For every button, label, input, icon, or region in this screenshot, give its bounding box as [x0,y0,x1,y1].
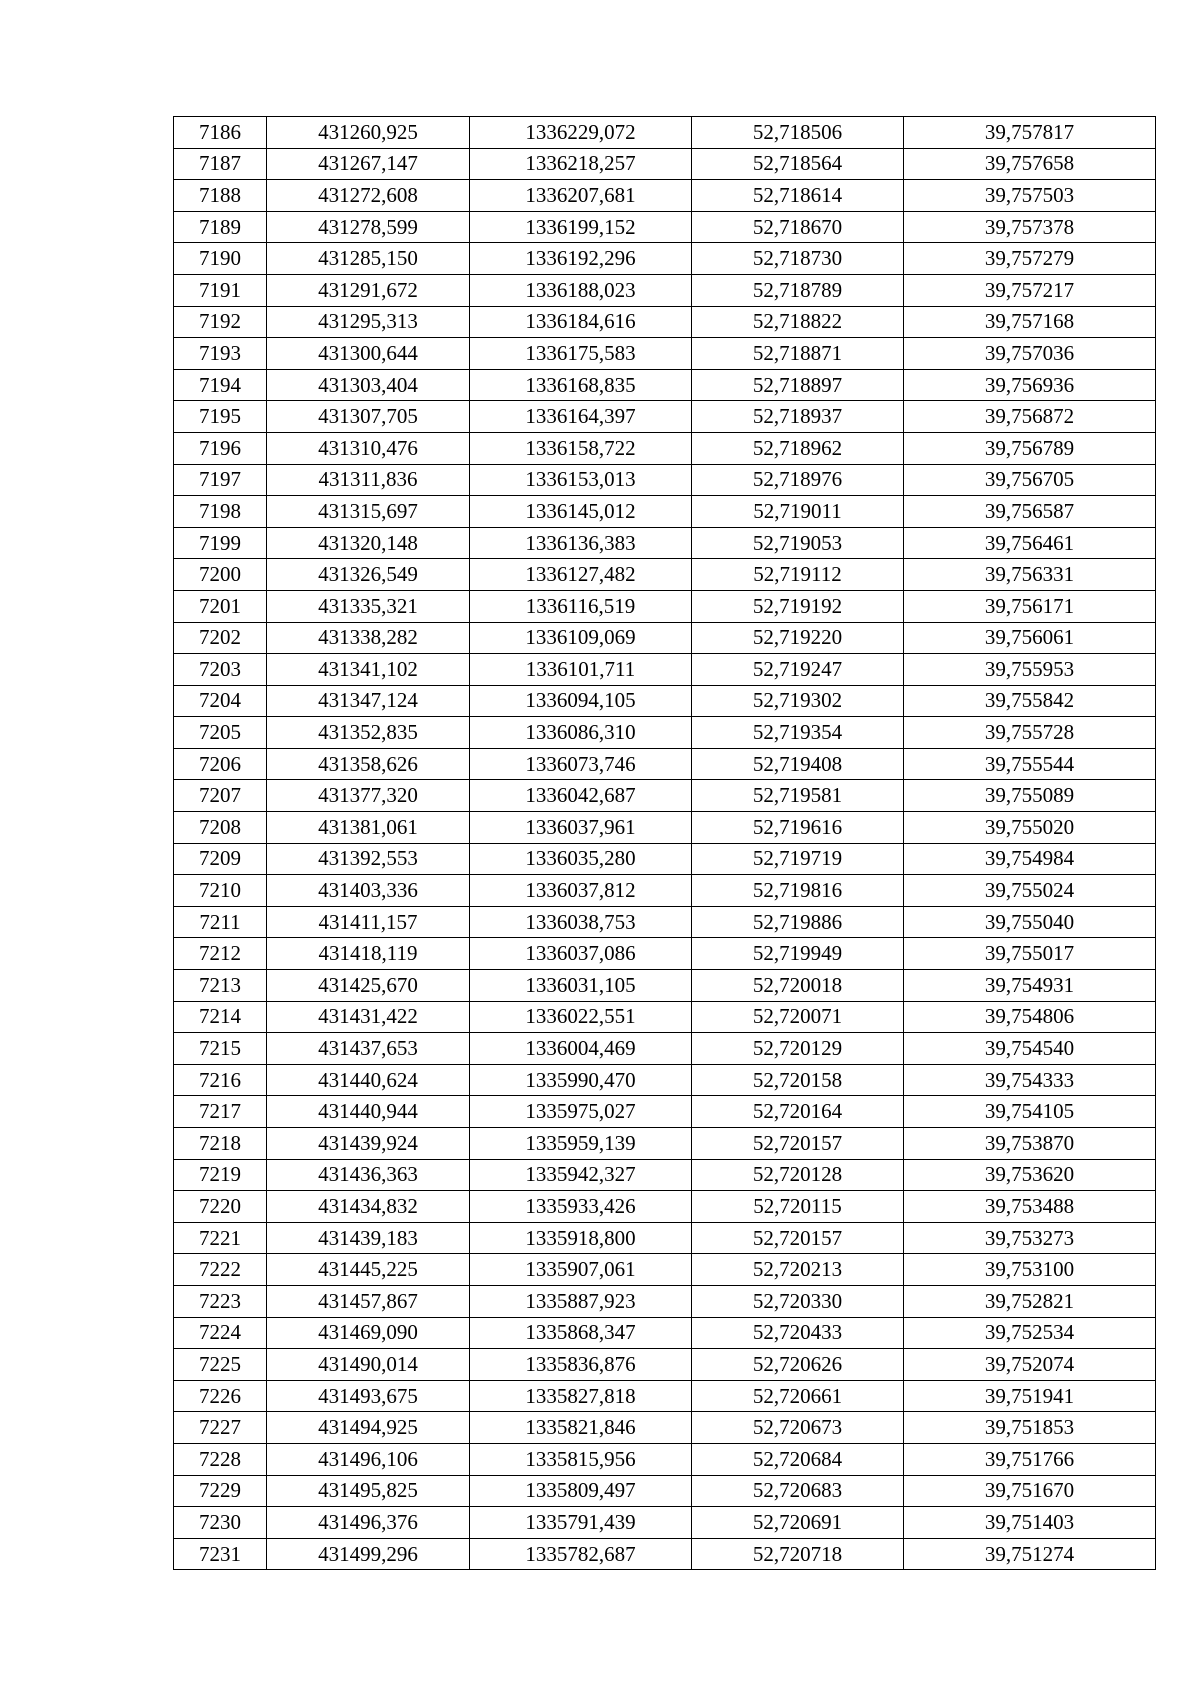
x-coordinate-cell: 431425,670 [267,970,470,1002]
longitude-cell: 39,755020 [904,812,1156,844]
latitude-cell: 52,720164 [692,1096,904,1128]
x-coordinate-cell: 431347,124 [267,685,470,717]
table-row [174,590,1156,622]
longitude-cell: 39,752534 [904,1317,1156,1349]
y-coordinate-cell: 1335975,027 [470,1096,692,1128]
coordinates-table-body [174,117,1156,1570]
table-row [174,401,1156,433]
table-row [174,748,1156,780]
y-coordinate-cell: 1336037,086 [470,938,692,970]
latitude-cell: 52,718506 [692,117,904,149]
x-coordinate-cell: 431341,102 [267,654,470,686]
x-coordinate-cell: 431431,422 [267,1001,470,1033]
longitude-cell: 39,757817 [904,117,1156,149]
latitude-cell: 52,720433 [692,1317,904,1349]
longitude-cell: 39,754931 [904,970,1156,1002]
table-row [174,243,1156,275]
y-coordinate-cell: 1335959,139 [470,1128,692,1160]
table-row [174,1191,1156,1223]
latitude-cell: 52,719247 [692,654,904,686]
point-number-cell: 7218 [174,1128,267,1160]
longitude-cell: 39,755842 [904,685,1156,717]
x-coordinate-cell: 431439,183 [267,1222,470,1254]
longitude-cell: 39,752074 [904,1349,1156,1381]
latitude-cell: 52,718614 [692,180,904,212]
longitude-cell: 39,755017 [904,938,1156,970]
longitude-cell: 39,755953 [904,654,1156,686]
y-coordinate-cell: 1336199,152 [470,211,692,243]
point-number-cell: 7210 [174,875,267,907]
point-number-cell: 7187 [174,148,267,180]
y-coordinate-cell: 1336158,722 [470,432,692,464]
table-row [174,906,1156,938]
latitude-cell: 52,720683 [692,1475,904,1507]
longitude-cell: 39,756936 [904,369,1156,401]
longitude-cell: 39,751766 [904,1443,1156,1475]
point-number-cell: 7219 [174,1159,267,1191]
longitude-cell: 39,757279 [904,243,1156,275]
table-row [174,527,1156,559]
y-coordinate-cell: 1336207,681 [470,180,692,212]
longitude-cell: 39,755024 [904,875,1156,907]
longitude-cell: 39,753273 [904,1222,1156,1254]
longitude-cell: 39,754806 [904,1001,1156,1033]
y-coordinate-cell: 1336145,012 [470,496,692,528]
table-row [174,369,1156,401]
y-coordinate-cell: 1335907,061 [470,1254,692,1286]
table-row [174,938,1156,970]
y-coordinate-cell: 1336188,023 [470,274,692,306]
table-row [174,1475,1156,1507]
point-number-cell: 7193 [174,338,267,370]
point-number-cell: 7221 [174,1222,267,1254]
table-row [174,464,1156,496]
y-coordinate-cell: 1336127,482 [470,559,692,591]
latitude-cell: 52,719302 [692,685,904,717]
table-row [174,780,1156,812]
y-coordinate-cell: 1336031,105 [470,970,692,1002]
y-coordinate-cell: 1335918,800 [470,1222,692,1254]
latitude-cell: 52,720018 [692,970,904,1002]
latitude-cell: 52,718962 [692,432,904,464]
point-number-cell: 7198 [174,496,267,528]
y-coordinate-cell: 1336168,835 [470,369,692,401]
point-number-cell: 7227 [174,1412,267,1444]
longitude-cell: 39,755544 [904,748,1156,780]
point-number-cell: 7208 [174,812,267,844]
point-number-cell: 7225 [174,1349,267,1381]
latitude-cell: 52,720673 [692,1412,904,1444]
x-coordinate-cell: 431377,320 [267,780,470,812]
longitude-cell: 39,756061 [904,622,1156,654]
latitude-cell: 52,719192 [692,590,904,622]
latitude-cell: 52,719011 [692,496,904,528]
y-coordinate-cell: 1335990,470 [470,1064,692,1096]
table-row [174,843,1156,875]
table-row [174,1380,1156,1412]
longitude-cell: 39,751403 [904,1507,1156,1539]
point-number-cell: 7196 [174,432,267,464]
x-coordinate-cell: 431320,148 [267,527,470,559]
table-row [174,1222,1156,1254]
x-coordinate-cell: 431381,061 [267,812,470,844]
y-coordinate-cell: 1335836,876 [470,1349,692,1381]
latitude-cell: 52,720718 [692,1538,904,1570]
longitude-cell: 39,756587 [904,496,1156,528]
latitude-cell: 52,718976 [692,464,904,496]
point-number-cell: 7223 [174,1285,267,1317]
longitude-cell: 39,753488 [904,1191,1156,1223]
y-coordinate-cell: 1335827,818 [470,1380,692,1412]
x-coordinate-cell: 431411,157 [267,906,470,938]
latitude-cell: 52,719220 [692,622,904,654]
latitude-cell: 52,719616 [692,812,904,844]
latitude-cell: 52,720684 [692,1443,904,1475]
latitude-cell: 52,718564 [692,148,904,180]
table-row [174,1443,1156,1475]
x-coordinate-cell: 431311,836 [267,464,470,496]
x-coordinate-cell: 431295,313 [267,306,470,338]
point-number-cell: 7194 [174,369,267,401]
table-row [174,622,1156,654]
longitude-cell: 39,753620 [904,1159,1156,1191]
y-coordinate-cell: 1336042,687 [470,780,692,812]
point-number-cell: 7226 [174,1380,267,1412]
y-coordinate-cell: 1336004,469 [470,1033,692,1065]
table-row [174,559,1156,591]
table-row [174,1507,1156,1539]
x-coordinate-cell: 431300,644 [267,338,470,370]
longitude-cell: 39,753100 [904,1254,1156,1286]
x-coordinate-cell: 431440,624 [267,1064,470,1096]
x-coordinate-cell: 431310,476 [267,432,470,464]
y-coordinate-cell: 1336136,383 [470,527,692,559]
latitude-cell: 52,720691 [692,1507,904,1539]
y-coordinate-cell: 1336086,310 [470,717,692,749]
x-coordinate-cell: 431493,675 [267,1380,470,1412]
longitude-cell: 39,756461 [904,527,1156,559]
x-coordinate-cell: 431260,925 [267,117,470,149]
longitude-cell: 39,757503 [904,180,1156,212]
point-number-cell: 7191 [174,274,267,306]
table-row [174,970,1156,1002]
y-coordinate-cell: 1336073,746 [470,748,692,780]
x-coordinate-cell: 431307,705 [267,401,470,433]
point-number-cell: 7222 [174,1254,267,1286]
table-row [174,1096,1156,1128]
longitude-cell: 39,755728 [904,717,1156,749]
point-number-cell: 7188 [174,180,267,212]
point-number-cell: 7202 [174,622,267,654]
point-number-cell: 7216 [174,1064,267,1096]
latitude-cell: 52,720157 [692,1222,904,1254]
table-row [174,1064,1156,1096]
longitude-cell: 39,757036 [904,338,1156,370]
x-coordinate-cell: 431291,672 [267,274,470,306]
x-coordinate-cell: 431338,282 [267,622,470,654]
x-coordinate-cell: 431440,944 [267,1096,470,1128]
table-row [174,432,1156,464]
latitude-cell: 52,718789 [692,274,904,306]
point-number-cell: 7201 [174,590,267,622]
y-coordinate-cell: 1336035,280 [470,843,692,875]
x-coordinate-cell: 431303,404 [267,369,470,401]
point-number-cell: 7215 [174,1033,267,1065]
latitude-cell: 52,718937 [692,401,904,433]
latitude-cell: 52,720115 [692,1191,904,1223]
longitude-cell: 39,757378 [904,211,1156,243]
x-coordinate-cell: 431494,925 [267,1412,470,1444]
point-number-cell: 7197 [174,464,267,496]
x-coordinate-cell: 431496,106 [267,1443,470,1475]
longitude-cell: 39,755089 [904,780,1156,812]
table-row [174,875,1156,907]
latitude-cell: 52,719816 [692,875,904,907]
table-row [174,1538,1156,1570]
point-number-cell: 7231 [174,1538,267,1570]
point-number-cell: 7224 [174,1317,267,1349]
longitude-cell: 39,751853 [904,1412,1156,1444]
y-coordinate-cell: 1336116,519 [470,590,692,622]
latitude-cell: 52,719053 [692,527,904,559]
point-number-cell: 7186 [174,117,267,149]
point-number-cell: 7207 [174,780,267,812]
point-number-cell: 7217 [174,1096,267,1128]
x-coordinate-cell: 431457,867 [267,1285,470,1317]
table-row [174,1159,1156,1191]
point-number-cell: 7190 [174,243,267,275]
x-coordinate-cell: 431469,090 [267,1317,470,1349]
longitude-cell: 39,752821 [904,1285,1156,1317]
point-number-cell: 7195 [174,401,267,433]
table-row [174,812,1156,844]
longitude-cell: 39,755040 [904,906,1156,938]
longitude-cell: 39,757217 [904,274,1156,306]
latitude-cell: 52,720330 [692,1285,904,1317]
table-row [174,1412,1156,1444]
point-number-cell: 7212 [174,938,267,970]
latitude-cell: 52,719354 [692,717,904,749]
longitude-cell: 39,754540 [904,1033,1156,1065]
longitude-cell: 39,756705 [904,464,1156,496]
y-coordinate-cell: 1336164,397 [470,401,692,433]
x-coordinate-cell: 431352,835 [267,717,470,749]
table-row [174,1033,1156,1065]
y-coordinate-cell: 1336094,105 [470,685,692,717]
longitude-cell: 39,751274 [904,1538,1156,1570]
y-coordinate-cell: 1336109,069 [470,622,692,654]
point-number-cell: 7200 [174,559,267,591]
table-row [174,1317,1156,1349]
x-coordinate-cell: 431358,626 [267,748,470,780]
y-coordinate-cell: 1336175,583 [470,338,692,370]
latitude-cell: 52,718730 [692,243,904,275]
table-row [174,1128,1156,1160]
longitude-cell: 39,754984 [904,843,1156,875]
x-coordinate-cell: 431445,225 [267,1254,470,1286]
x-coordinate-cell: 431278,599 [267,211,470,243]
point-number-cell: 7192 [174,306,267,338]
latitude-cell: 52,718670 [692,211,904,243]
y-coordinate-cell: 1336101,711 [470,654,692,686]
point-number-cell: 7214 [174,1001,267,1033]
table-row [174,717,1156,749]
y-coordinate-cell: 1336229,072 [470,117,692,149]
point-number-cell: 7229 [174,1475,267,1507]
y-coordinate-cell: 1335887,923 [470,1285,692,1317]
latitude-cell: 52,718871 [692,338,904,370]
x-coordinate-cell: 431437,653 [267,1033,470,1065]
latitude-cell: 52,720128 [692,1159,904,1191]
point-number-cell: 7203 [174,654,267,686]
x-coordinate-cell: 431418,119 [267,938,470,970]
y-coordinate-cell: 1335782,687 [470,1538,692,1570]
point-number-cell: 7213 [174,970,267,1002]
y-coordinate-cell: 1335933,426 [470,1191,692,1223]
x-coordinate-cell: 431285,150 [267,243,470,275]
point-number-cell: 7211 [174,906,267,938]
table-row [174,685,1156,717]
y-coordinate-cell: 1335821,846 [470,1412,692,1444]
latitude-cell: 52,720157 [692,1128,904,1160]
coordinates-table [173,116,1156,1570]
x-coordinate-cell: 431392,553 [267,843,470,875]
latitude-cell: 52,719112 [692,559,904,591]
point-number-cell: 7220 [174,1191,267,1223]
y-coordinate-cell: 1336184,616 [470,306,692,338]
latitude-cell: 52,720129 [692,1033,904,1065]
y-coordinate-cell: 1336037,961 [470,812,692,844]
table-row [174,496,1156,528]
point-number-cell: 7204 [174,685,267,717]
x-coordinate-cell: 431499,296 [267,1538,470,1570]
longitude-cell: 39,757658 [904,148,1156,180]
table-row [174,274,1156,306]
table-row [174,180,1156,212]
y-coordinate-cell: 1336192,296 [470,243,692,275]
longitude-cell: 39,751670 [904,1475,1156,1507]
point-number-cell: 7228 [174,1443,267,1475]
longitude-cell: 39,756789 [904,432,1156,464]
x-coordinate-cell: 431267,147 [267,148,470,180]
latitude-cell: 52,718897 [692,369,904,401]
table-row [174,1254,1156,1286]
point-number-cell: 7206 [174,748,267,780]
y-coordinate-cell: 1336037,812 [470,875,692,907]
table-row [174,117,1156,149]
latitude-cell: 52,720626 [692,1349,904,1381]
latitude-cell: 52,719949 [692,938,904,970]
x-coordinate-cell: 431434,832 [267,1191,470,1223]
x-coordinate-cell: 431335,321 [267,590,470,622]
y-coordinate-cell: 1335809,497 [470,1475,692,1507]
latitude-cell: 52,718822 [692,306,904,338]
longitude-cell: 39,754333 [904,1064,1156,1096]
table-row [174,1285,1156,1317]
table-row [174,654,1156,686]
y-coordinate-cell: 1336022,551 [470,1001,692,1033]
x-coordinate-cell: 431326,549 [267,559,470,591]
x-coordinate-cell: 431490,014 [267,1349,470,1381]
latitude-cell: 52,719719 [692,843,904,875]
point-number-cell: 7189 [174,211,267,243]
latitude-cell: 52,720158 [692,1064,904,1096]
point-number-cell: 7209 [174,843,267,875]
table-row [174,338,1156,370]
y-coordinate-cell: 1335942,327 [470,1159,692,1191]
x-coordinate-cell: 431403,336 [267,875,470,907]
y-coordinate-cell: 1336038,753 [470,906,692,938]
x-coordinate-cell: 431436,363 [267,1159,470,1191]
longitude-cell: 39,751941 [904,1380,1156,1412]
x-coordinate-cell: 431495,825 [267,1475,470,1507]
y-coordinate-cell: 1335815,956 [470,1443,692,1475]
x-coordinate-cell: 431439,924 [267,1128,470,1160]
longitude-cell: 39,756872 [904,401,1156,433]
y-coordinate-cell: 1336218,257 [470,148,692,180]
latitude-cell: 52,719408 [692,748,904,780]
latitude-cell: 52,720661 [692,1380,904,1412]
y-coordinate-cell: 1336153,013 [470,464,692,496]
latitude-cell: 52,720071 [692,1001,904,1033]
x-coordinate-cell: 431496,376 [267,1507,470,1539]
x-coordinate-cell: 431272,608 [267,180,470,212]
point-number-cell: 7230 [174,1507,267,1539]
point-number-cell: 7199 [174,527,267,559]
table-row [174,1001,1156,1033]
longitude-cell: 39,757168 [904,306,1156,338]
latitude-cell: 52,719581 [692,780,904,812]
table-row [174,148,1156,180]
y-coordinate-cell: 1335868,347 [470,1317,692,1349]
table-row [174,211,1156,243]
longitude-cell: 39,754105 [904,1096,1156,1128]
point-number-cell: 7205 [174,717,267,749]
longitude-cell: 39,756331 [904,559,1156,591]
latitude-cell: 52,719886 [692,906,904,938]
x-coordinate-cell: 431315,697 [267,496,470,528]
longitude-cell: 39,753870 [904,1128,1156,1160]
table-row [174,306,1156,338]
table-row [174,1349,1156,1381]
y-coordinate-cell: 1335791,439 [470,1507,692,1539]
latitude-cell: 52,720213 [692,1254,904,1286]
longitude-cell: 39,756171 [904,590,1156,622]
